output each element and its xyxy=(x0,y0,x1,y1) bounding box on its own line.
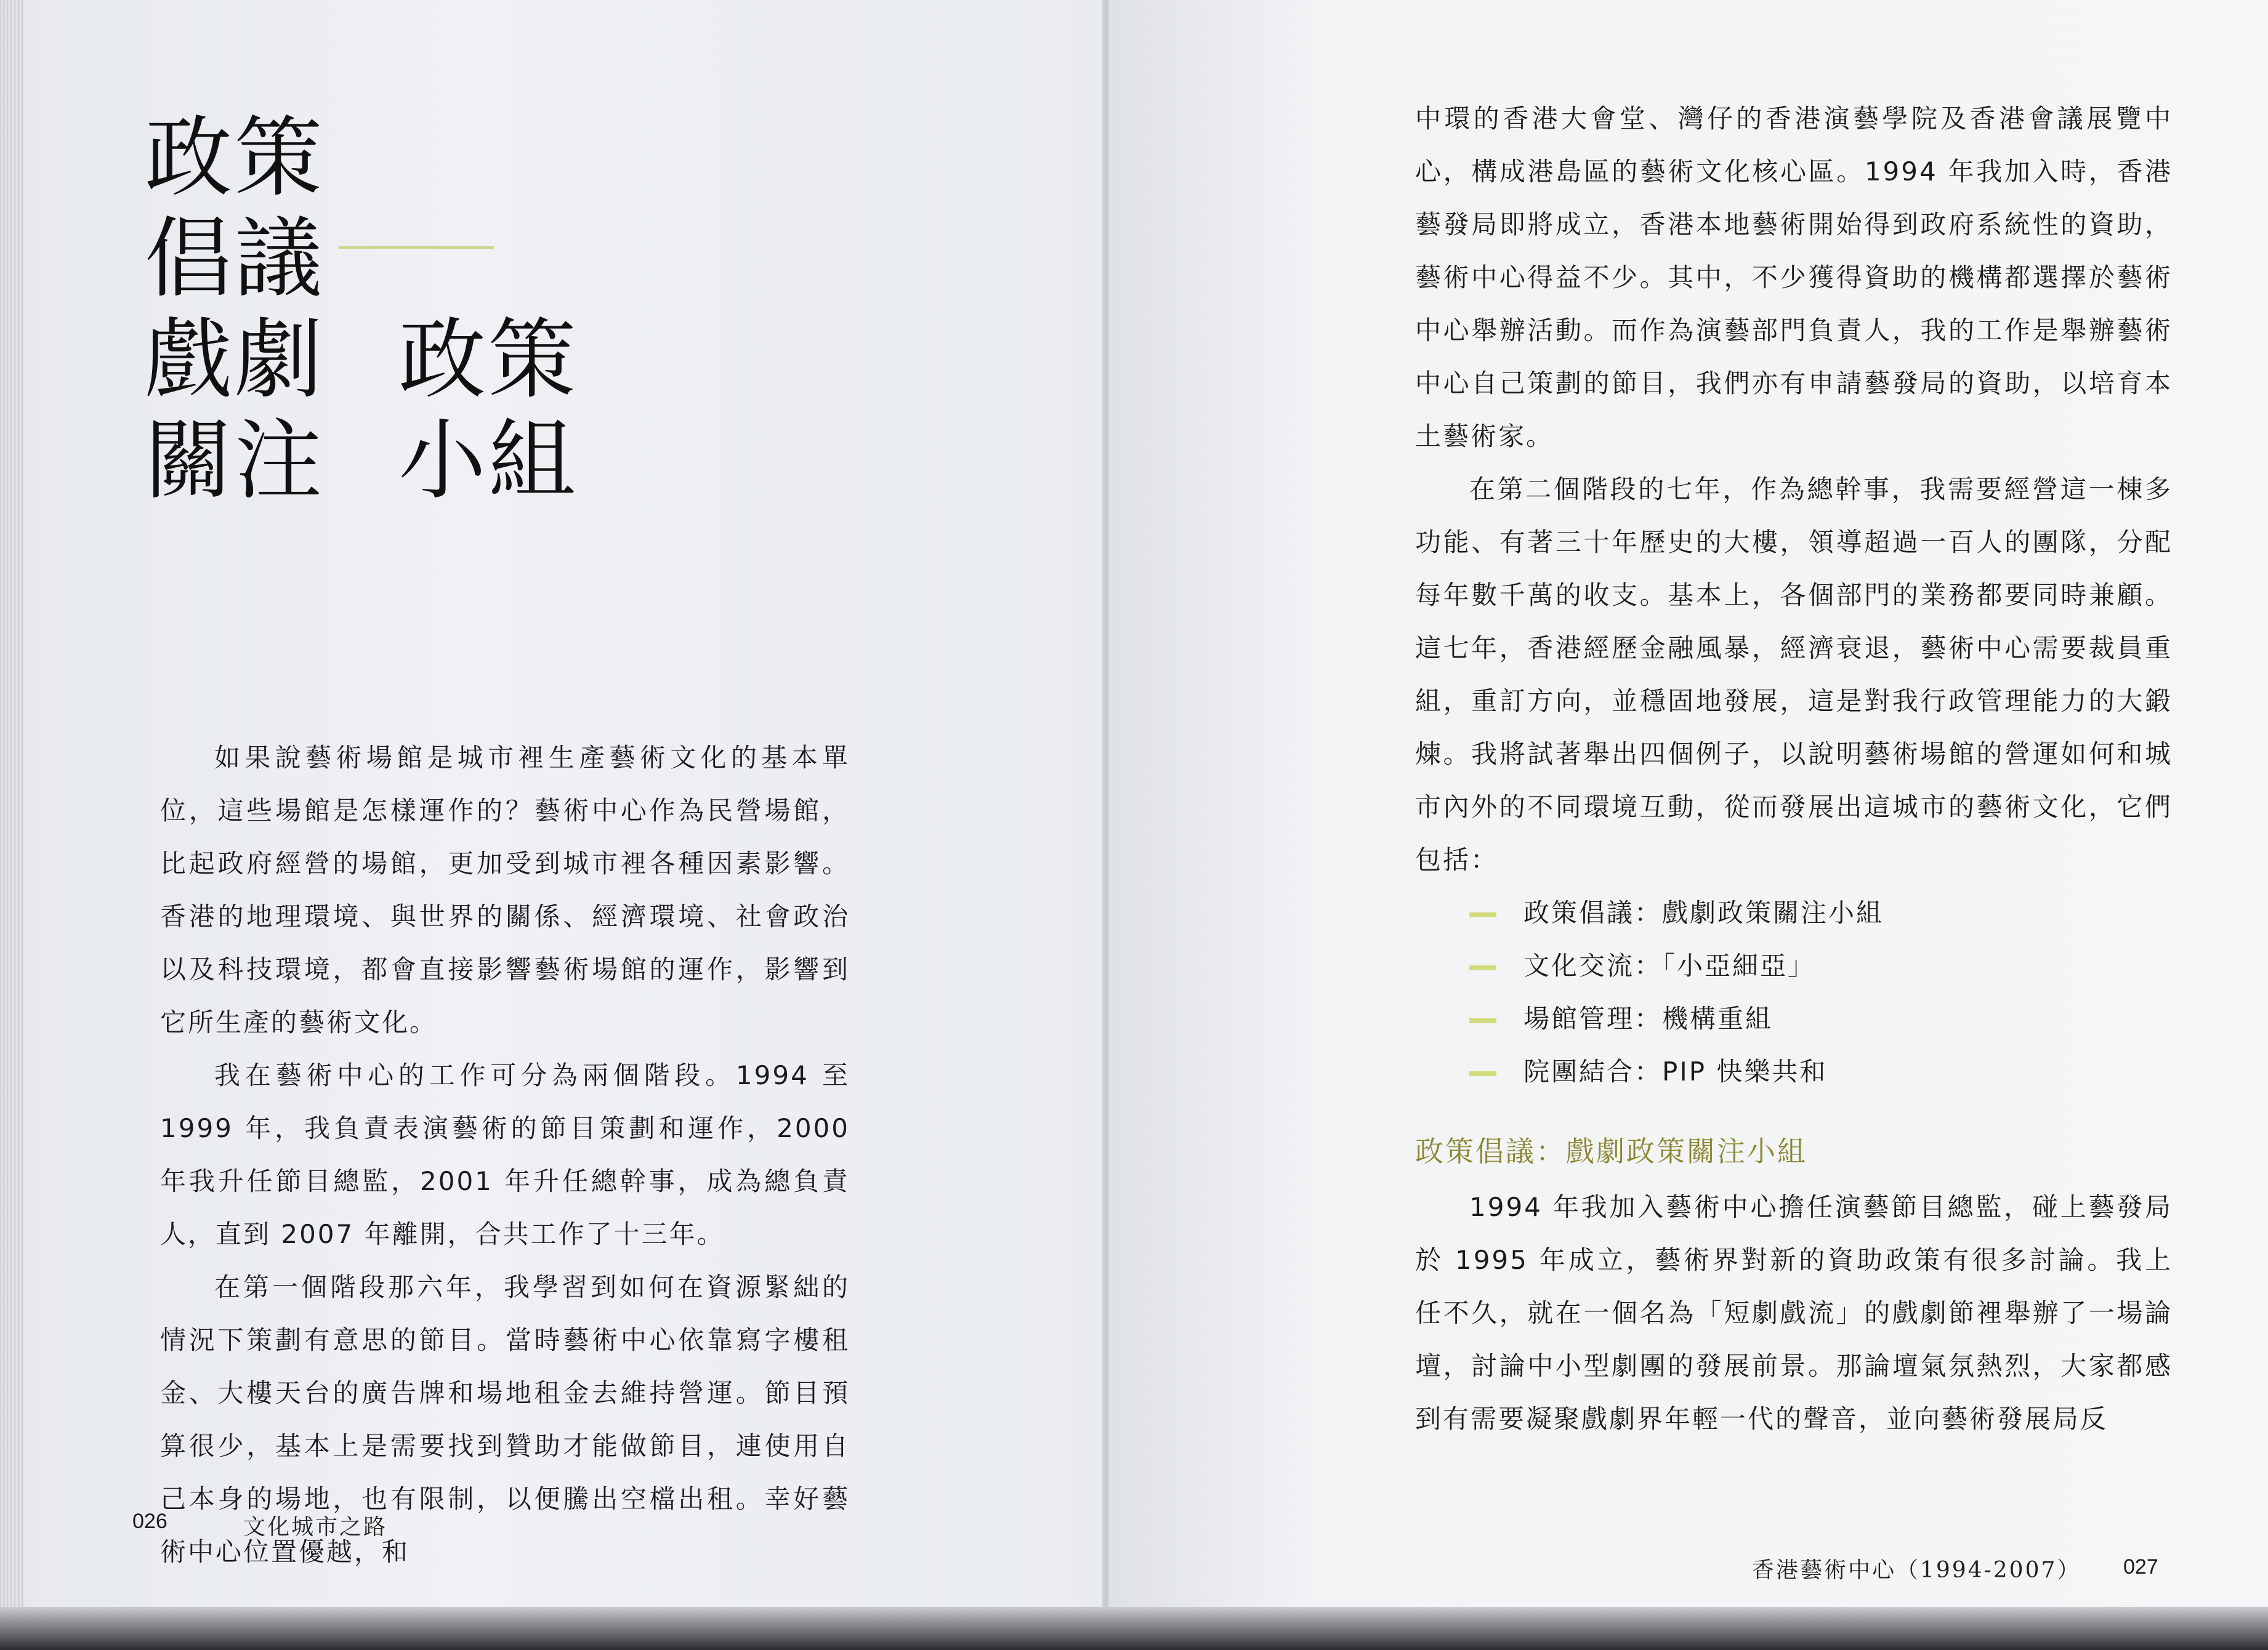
section-heading: 政策倡議：戲劇政策關注小組 xyxy=(1415,1135,1807,1168)
paragraph: 在第二個階段的七年，作為總幹事，我需要經營這一棟多功能、有著三十年歷史的大樓，領導超過一百人的團隊，分配每年數千萬的收支。基本上，各個部門的業務都要同時兼顧。這七年，香港經歷金融風暴，經濟衰退，藝術中心需要裁員重組，重訂方向，並穩固地發展，這是對我行政管理能力的大鍛煉。我將試著舉出四個例子，以說明藝術場館的營運如何和城市內外的不同環境互動，從而發展出這城市的藝術文化，它們包括： xyxy=(1415,474,2173,875)
list-item: 場館管理：機構重組 xyxy=(1469,992,2173,1045)
page-number-left: 026 xyxy=(132,1510,167,1533)
desk-shadow xyxy=(0,1607,2268,1650)
list-item: 政策倡議：戲劇政策關注小組 xyxy=(1469,887,2173,940)
chapter-title xyxy=(145,108,578,512)
title-accent-dash xyxy=(339,246,494,249)
paragraph: 1994 年我加入藝術中心擔任演藝節目總監，碰上藝發局於 1995 年成立，藝術界對新的資助政策有很多討論。我上任不久，就在一個名為「短劇戲流」的戲劇節裡舉辦了一場論壇，討論中小型劇團的發展前景。那論壇氣氛熱烈，大家都感到有需要凝聚戲劇界年輕一代的聲音，並向藝術發展局反 xyxy=(1415,1192,2173,1434)
dash-bullet-icon xyxy=(1469,1071,1496,1076)
paragraph: 在第一個階段那六年，我學習到如何在資源緊絀的情況下策劃有意思的節目。當時藝術中心依靠寫字樓租金、大樓天台的廣告牌和場地租金去維持營運。節目預算很少，基本上是需要找到贊助才能做節目，連使用自己本身的場地，也有限制，以便騰出空檔出租。幸好藝術中心位置優越，和 xyxy=(160,1272,850,1567)
list-item: 院團結合：PIP 快樂共和 xyxy=(1469,1045,2173,1098)
paragraph: 我在藝術中心的工作可分為兩個階段。1994 至 1999 年，我負責表演藝術的節目策劃和運作，2000 年我升任節目總監，2001 年升任總幹事，成為總負責人，直到 2007 年離開，合共工作了十三年。 xyxy=(160,1060,850,1249)
topic-list xyxy=(1415,887,2173,1098)
right-body-text xyxy=(1415,92,2173,1446)
dash-bullet-icon xyxy=(1469,1018,1496,1023)
paragraph: 如果說藝術場館是城市裡生產藝術文化的基本單位，這些場館是怎樣運作的？藝術中心作為民營場館，比起政府經營的場館，更加受到城市裡各種因素影響。香港的地理環境、與世界的關係、經濟環境、社會政治以及科技環境，都會直接影響藝術場館的運作，影響到它所生產的藝術文化。 xyxy=(160,742,850,1037)
title-line-2: 倡議 xyxy=(145,208,325,310)
left-page xyxy=(25,0,1115,1650)
dash-bullet-icon xyxy=(1469,912,1496,917)
book-edge xyxy=(0,0,25,1650)
dash-bullet-icon xyxy=(1469,965,1496,970)
left-body-text xyxy=(160,731,850,1579)
list-item: 文化交流：「小亞細亞」 xyxy=(1469,940,2173,992)
right-page xyxy=(1108,0,2268,1650)
title-line-3: 戲劇 政策 xyxy=(145,309,578,411)
page-number-right: 027 xyxy=(2123,1555,2158,1579)
title-line-4: 關注 小組 xyxy=(145,410,578,512)
paragraph: 中環的香港大會堂、灣仔的香港演藝學院及香港會議展覽中心，構成港島區的藝術文化核心區。1994 年我加入時，香港藝發局即將成立，香港本地藝術開始得到政府系統性的資助，藝術中心得益不少。其中，不少獲得資助的機構都選擇於藝術中心舉辦活動。而作為演藝部門負責人，我的工作是舉辦藝術中心自己策劃的節目，我們亦有申請藝發局的資助，以培育本土藝術家。 xyxy=(1415,103,2173,451)
running-title-right: 香港藝術中心（1994-2007） xyxy=(1752,1558,2081,1583)
title-line-1: 政策 xyxy=(145,107,325,209)
running-title-left: 文化城市之路 xyxy=(243,1515,388,1540)
